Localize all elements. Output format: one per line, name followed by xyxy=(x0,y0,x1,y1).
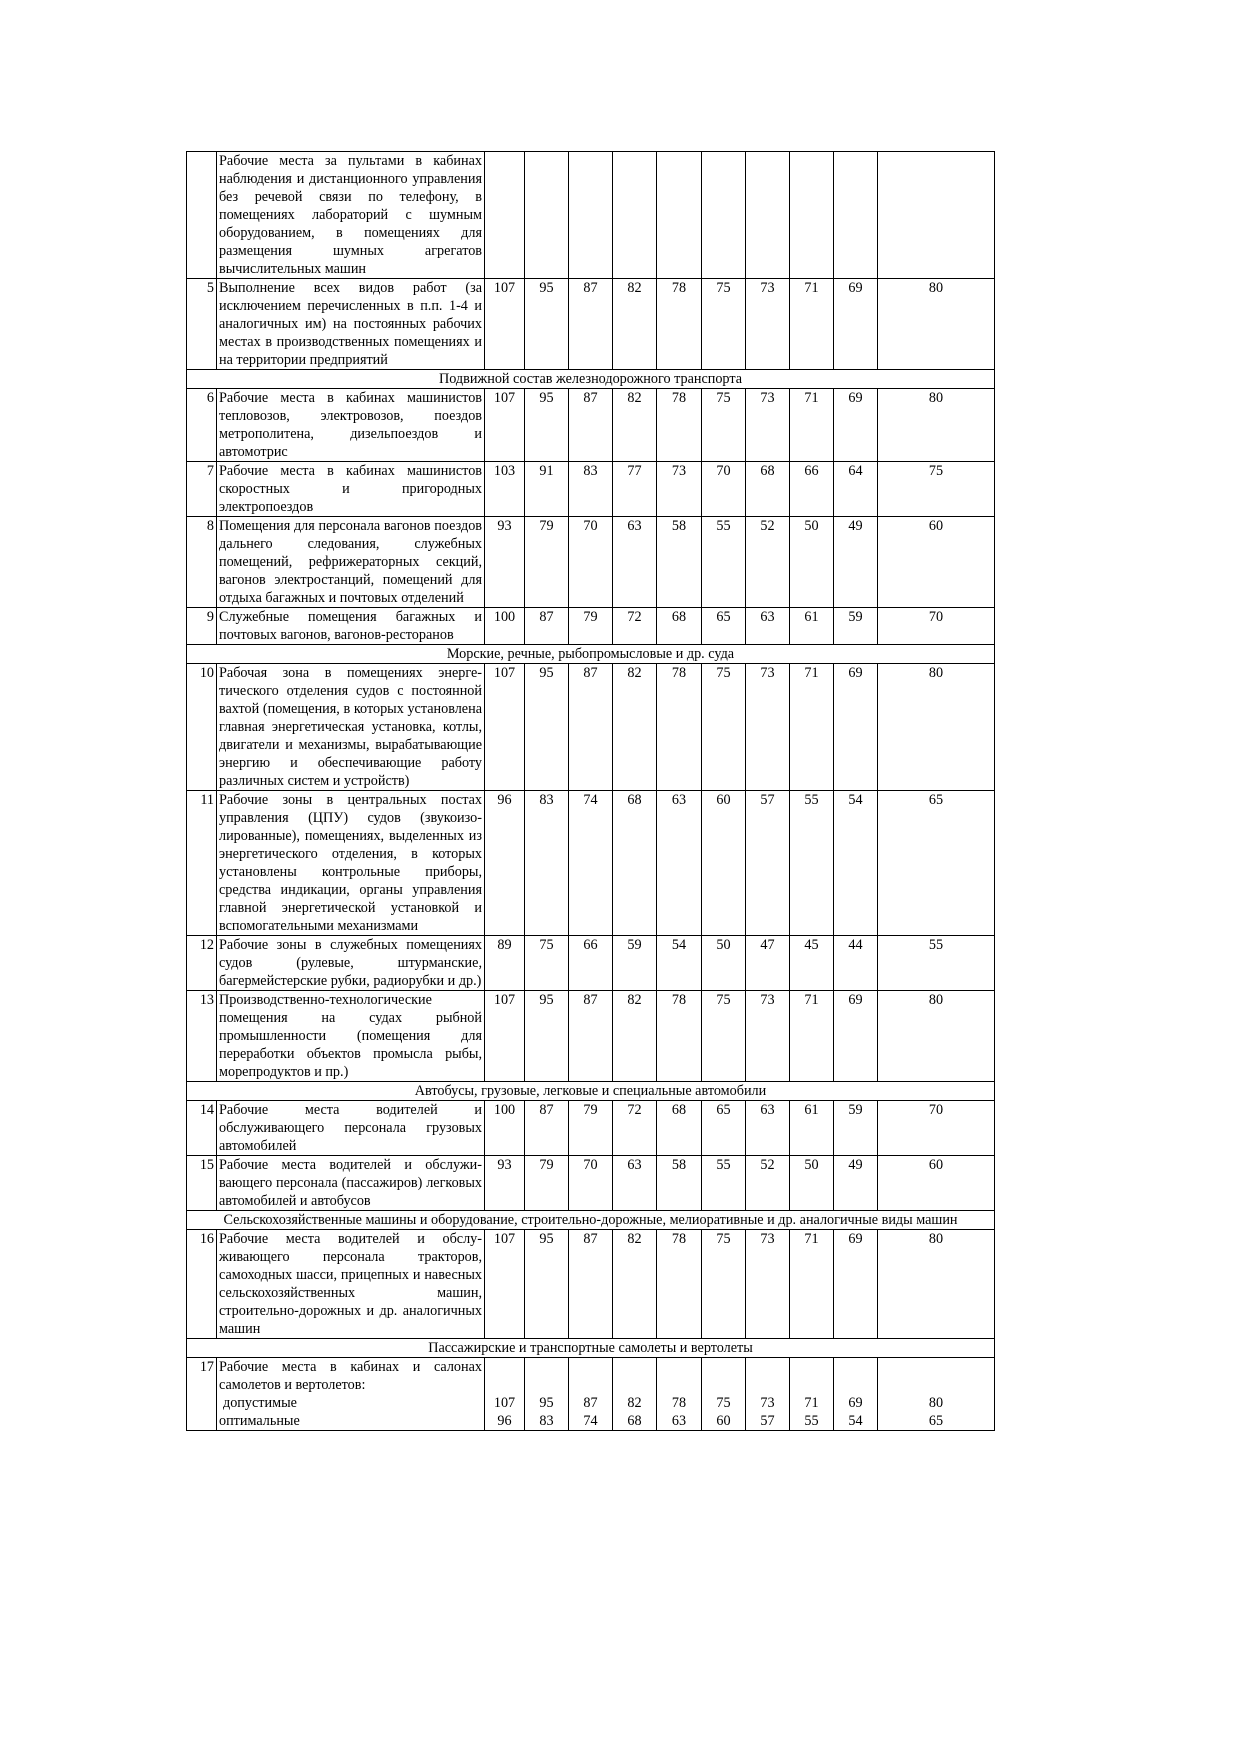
permissible-value: 78 xyxy=(671,1395,687,1411)
value-cell xyxy=(485,1358,525,1431)
section-title: Морские, речные, рыбопромысловые и др. суда xyxy=(187,645,995,664)
value-cell: 58 xyxy=(657,1156,702,1211)
value-cell xyxy=(878,1358,995,1431)
value-cell xyxy=(657,152,702,279)
value-cell xyxy=(525,152,569,279)
table-row xyxy=(187,791,995,936)
optimal-value: 55 xyxy=(804,1413,819,1429)
optimal-value: 96 xyxy=(497,1413,512,1429)
value-cell: 63 xyxy=(613,517,657,608)
optimal-value: 68 xyxy=(627,1413,642,1429)
row-number: 6 xyxy=(187,389,217,462)
value-cell: 52 xyxy=(746,517,790,608)
value-cell: 73 xyxy=(746,279,790,370)
value-cell: 74 xyxy=(569,791,613,936)
value-cell: 73 xyxy=(746,1230,790,1339)
value-cell: 66 xyxy=(790,462,834,517)
permissible-value: 73 xyxy=(760,1395,775,1411)
value-cell: 72 xyxy=(613,608,657,645)
value-cell xyxy=(569,1358,613,1431)
value-cell: 93 xyxy=(485,517,525,608)
value-cell xyxy=(525,1358,569,1431)
section-header-row xyxy=(187,370,995,389)
permissible-value: 107 xyxy=(493,1395,516,1411)
value-cell xyxy=(878,152,995,279)
value-cell: 78 xyxy=(657,389,702,462)
value-cell xyxy=(834,152,878,279)
value-cell: 55 xyxy=(702,517,746,608)
row-number: 11 xyxy=(187,791,217,936)
value-cell: 58 xyxy=(657,517,702,608)
value-cell: 103 xyxy=(485,462,525,517)
value-cell: 78 xyxy=(657,1230,702,1339)
permissible-value: 95 xyxy=(539,1395,554,1411)
value-cell: 107 xyxy=(485,664,525,791)
value-cell: 100 xyxy=(485,1101,525,1156)
value-cell: 50 xyxy=(790,1156,834,1211)
optimal-value: 57 xyxy=(760,1413,775,1429)
value-cell: 73 xyxy=(746,389,790,462)
value-cell: 82 xyxy=(613,279,657,370)
permissible-value: 69 xyxy=(848,1395,863,1411)
value-cell: 49 xyxy=(834,517,878,608)
value-cell: 71 xyxy=(790,389,834,462)
value-cell: 107 xyxy=(485,279,525,370)
value-cell: 95 xyxy=(525,991,569,1082)
value-cell: 71 xyxy=(790,1230,834,1339)
value-cell: 96 xyxy=(485,791,525,936)
section-title: Подвижной состав железнодорожного транспорта xyxy=(187,370,995,389)
value-cell: 59 xyxy=(613,936,657,991)
value-cell xyxy=(702,1358,746,1431)
table-row xyxy=(187,1358,995,1431)
row-description: Помещения для персонала вагонов поездов дальнего следования, служебных помещений, рефрижераторных секций, вагонов электростанций, помещений для отдыха багажных и почтовых отделений xyxy=(217,517,485,608)
value-cell: 78 xyxy=(657,991,702,1082)
value-cell: 75 xyxy=(878,462,995,517)
row-number: 12 xyxy=(187,936,217,991)
value-cell: 75 xyxy=(702,1230,746,1339)
row-number: 8 xyxy=(187,517,217,608)
value-cell: 63 xyxy=(657,791,702,936)
table-row xyxy=(187,936,995,991)
value-cell: 95 xyxy=(525,664,569,791)
value-cell xyxy=(569,152,613,279)
value-cell: 75 xyxy=(702,279,746,370)
value-cell xyxy=(746,152,790,279)
value-cell: 55 xyxy=(878,936,995,991)
row-number: 17 xyxy=(187,1358,217,1431)
row-number: 10 xyxy=(187,664,217,791)
row-description: Производственно-технологические помещения на судах рыбной промышленности (помещения для переработки объектов промысла рыбы, морепродуктов и пр.) xyxy=(217,991,485,1082)
value-cell xyxy=(790,1358,834,1431)
permissible-value: 71 xyxy=(804,1395,819,1411)
value-cell: 54 xyxy=(834,791,878,936)
row-number: 7 xyxy=(187,462,217,517)
row-number: 16 xyxy=(187,1230,217,1339)
value-cell: 83 xyxy=(569,462,613,517)
value-cell: 73 xyxy=(657,462,702,517)
table-row xyxy=(187,279,995,370)
optimal-value: 54 xyxy=(848,1413,863,1429)
table-row xyxy=(187,608,995,645)
value-cell: 70 xyxy=(569,517,613,608)
value-cell: 55 xyxy=(790,791,834,936)
optimal-label: оптимальные xyxy=(219,1413,300,1429)
value-cell: 82 xyxy=(613,1230,657,1339)
value-cell: 69 xyxy=(834,1230,878,1339)
value-cell: 47 xyxy=(746,936,790,991)
value-cell: 61 xyxy=(790,1101,834,1156)
value-cell: 87 xyxy=(569,279,613,370)
value-cell: 107 xyxy=(485,389,525,462)
table-row xyxy=(187,1156,995,1211)
value-cell: 87 xyxy=(569,991,613,1082)
value-cell: 69 xyxy=(834,279,878,370)
value-cell xyxy=(746,1358,790,1431)
value-cell: 68 xyxy=(657,1101,702,1156)
value-cell: 95 xyxy=(525,279,569,370)
section-header-row xyxy=(187,1211,995,1230)
value-cell: 70 xyxy=(878,608,995,645)
value-cell xyxy=(790,152,834,279)
row-description-line: Рабочие места в кабинах и салонах самолетов и вертолетов: xyxy=(219,1359,482,1393)
row-number: 14 xyxy=(187,1101,217,1156)
table-row xyxy=(187,517,995,608)
value-cell: 63 xyxy=(746,608,790,645)
value-cell: 75 xyxy=(702,991,746,1082)
table-row xyxy=(187,1230,995,1339)
value-cell: 50 xyxy=(790,517,834,608)
value-cell: 78 xyxy=(657,664,702,791)
table-row xyxy=(187,152,995,279)
value-cell xyxy=(657,1358,702,1431)
table-row xyxy=(187,664,995,791)
value-cell: 65 xyxy=(702,1101,746,1156)
value-cell xyxy=(702,152,746,279)
value-cell: 78 xyxy=(657,279,702,370)
value-cell: 69 xyxy=(834,389,878,462)
value-cell: 69 xyxy=(834,664,878,791)
value-cell: 75 xyxy=(702,389,746,462)
value-cell: 79 xyxy=(525,1156,569,1211)
value-cell: 70 xyxy=(878,1101,995,1156)
permissible-value: 82 xyxy=(627,1395,642,1411)
row-description: Служебные помещения багажных и почтовых вагонов, вагонов-ресторанов xyxy=(217,608,485,645)
table-row xyxy=(187,462,995,517)
row-description: Выполнение всех видов работ (за исключением перечисленных в п.п. 1-4 и аналогичных им) на постоянных рабочих местах в производственных помещениях и на территории предприятий xyxy=(217,279,485,370)
value-cell: 89 xyxy=(485,936,525,991)
permissible-value: 75 xyxy=(716,1395,731,1411)
value-cell: 71 xyxy=(790,991,834,1082)
table-row xyxy=(187,991,995,1082)
value-cell: 57 xyxy=(746,791,790,936)
value-cell: 60 xyxy=(878,517,995,608)
value-cell: 65 xyxy=(878,791,995,936)
value-cell: 91 xyxy=(525,462,569,517)
value-cell: 95 xyxy=(525,1230,569,1339)
value-cell: 65 xyxy=(702,608,746,645)
row-description: Рабочие зоны в центральных постах управления (ЦПУ) судов (звукоизолированные), помещениях, выделенных из энергетического отделения, в которых установлены контрольные приборы, средства индикации, органы управления главной энергетической установкой и вспомогательными механизмами xyxy=(217,791,485,936)
optimal-value: 63 xyxy=(671,1413,687,1429)
table-row xyxy=(187,389,995,462)
section-header-row xyxy=(187,645,995,664)
value-cell: 63 xyxy=(613,1156,657,1211)
value-cell: 100 xyxy=(485,608,525,645)
row-description: Рабочие зоны в служебных помещениях судов (рулевые, штурманские, багермейстерские рубки, радиорубки и др.) xyxy=(217,936,485,991)
value-cell: 68 xyxy=(657,608,702,645)
section-header-row xyxy=(187,1339,995,1358)
value-cell: 49 xyxy=(834,1156,878,1211)
section-title: Сельскохозяйственные машины и оборудование, строительно-дорожные, мелиоративные и др. аналогичные виды машин xyxy=(187,1211,995,1230)
value-cell: 77 xyxy=(613,462,657,517)
value-cell: 59 xyxy=(834,1101,878,1156)
value-cell xyxy=(613,152,657,279)
value-cell: 60 xyxy=(878,1156,995,1211)
row-description: Рабочие места водителей и обслуживающего персонала грузовых автомобилей xyxy=(217,1101,485,1156)
value-cell: 71 xyxy=(790,664,834,791)
value-cell: 80 xyxy=(878,991,995,1082)
table-body xyxy=(187,152,995,1431)
row-description: Рабочие места в кабинах машинистов тепловозов, электровозов, поездов метрополитена, дизельпоездов и автомотрис xyxy=(217,389,485,462)
value-cell: 87 xyxy=(569,1230,613,1339)
value-cell: 82 xyxy=(613,664,657,791)
value-cell: 93 xyxy=(485,1156,525,1211)
value-cell: 70 xyxy=(702,462,746,517)
value-cell: 79 xyxy=(569,1101,613,1156)
row-description: Рабочие места за пультами в кабинах наблюдения и дистанционного управления без речевой связи по телефону, в помещениях лабораторий с шумным оборудованием, в помещениях для размещения шумных агрегатов вычислительных машин xyxy=(217,152,485,279)
value-cell: 95 xyxy=(525,389,569,462)
row-description: Рабочая зона в помещениях энергетического отделения судов с постоянной вахтой (помещения, в которых установлена главная энергетическая установка, котлы, двигатели и механизмы, вырабатывающие энергию и обеспечивающие работу различных систем и устройств) xyxy=(217,664,485,791)
row-number: 5 xyxy=(187,279,217,370)
value-cell: 55 xyxy=(702,1156,746,1211)
value-cell: 79 xyxy=(525,517,569,608)
value-cell: 69 xyxy=(834,991,878,1082)
value-cell: 50 xyxy=(702,936,746,991)
value-cell: 80 xyxy=(878,279,995,370)
value-cell: 107 xyxy=(485,991,525,1082)
value-cell: 66 xyxy=(569,936,613,991)
permissible-value: 87 xyxy=(583,1395,598,1411)
value-cell: 44 xyxy=(834,936,878,991)
row-description: Рабочие места водителей и обслуживающего персонала тракторов, самоходных шасси, прицепных и навесных сельскохозяйственных машин, строительно-дорожных и др. аналогичных машин xyxy=(217,1230,485,1339)
optimal-value: 60 xyxy=(716,1413,731,1429)
value-cell: 82 xyxy=(613,991,657,1082)
value-cell: 83 xyxy=(525,791,569,936)
row-description: Рабочие места водителей и обслуживающего персонала (пассажиров) легковых автомобилей и автобусов xyxy=(217,1156,485,1211)
value-cell: 72 xyxy=(613,1101,657,1156)
row-number: 13 xyxy=(187,991,217,1082)
value-cell xyxy=(613,1358,657,1431)
value-cell: 60 xyxy=(702,791,746,936)
value-cell: 75 xyxy=(702,664,746,791)
value-cell: 80 xyxy=(878,1230,995,1339)
permissible-label: допустимые xyxy=(223,1395,297,1411)
value-cell xyxy=(485,152,525,279)
value-cell: 68 xyxy=(746,462,790,517)
value-cell: 87 xyxy=(525,1101,569,1156)
value-cell: 63 xyxy=(746,1101,790,1156)
row-description: Рабочие места в кабинах машинистов скоростных и пригородных электропоездов xyxy=(217,462,485,517)
optimal-value: 65 xyxy=(928,1413,944,1429)
section-title: Пассажирские и транспортные самолеты и вертолеты xyxy=(187,1339,995,1358)
row-description xyxy=(217,1358,485,1431)
value-cell: 75 xyxy=(525,936,569,991)
value-cell: 73 xyxy=(746,664,790,791)
value-cell: 80 xyxy=(878,664,995,791)
value-cell: 52 xyxy=(746,1156,790,1211)
value-cell: 87 xyxy=(525,608,569,645)
table-row xyxy=(187,1101,995,1156)
value-cell: 73 xyxy=(746,991,790,1082)
optimal-value: 83 xyxy=(539,1413,554,1429)
permissible-value: 80 xyxy=(928,1395,944,1411)
value-cell: 59 xyxy=(834,608,878,645)
value-cell: 82 xyxy=(613,389,657,462)
value-cell: 80 xyxy=(878,389,995,462)
value-cell: 87 xyxy=(569,389,613,462)
row-number xyxy=(187,152,217,279)
value-cell: 45 xyxy=(790,936,834,991)
value-cell: 70 xyxy=(569,1156,613,1211)
value-cell xyxy=(834,1358,878,1431)
value-cell: 64 xyxy=(834,462,878,517)
value-cell: 54 xyxy=(657,936,702,991)
row-number: 15 xyxy=(187,1156,217,1211)
row-number: 9 xyxy=(187,608,217,645)
section-title: Автобусы, грузовые, легковые и специальные автомобили xyxy=(187,1082,995,1101)
value-cell: 107 xyxy=(485,1230,525,1339)
noise-limits-table xyxy=(186,151,995,1431)
optimal-value: 74 xyxy=(583,1413,598,1429)
section-header-row xyxy=(187,1082,995,1101)
value-cell: 61 xyxy=(790,608,834,645)
value-cell: 79 xyxy=(569,608,613,645)
value-cell: 71 xyxy=(790,279,834,370)
value-cell: 87 xyxy=(569,664,613,791)
value-cell: 68 xyxy=(613,791,657,936)
